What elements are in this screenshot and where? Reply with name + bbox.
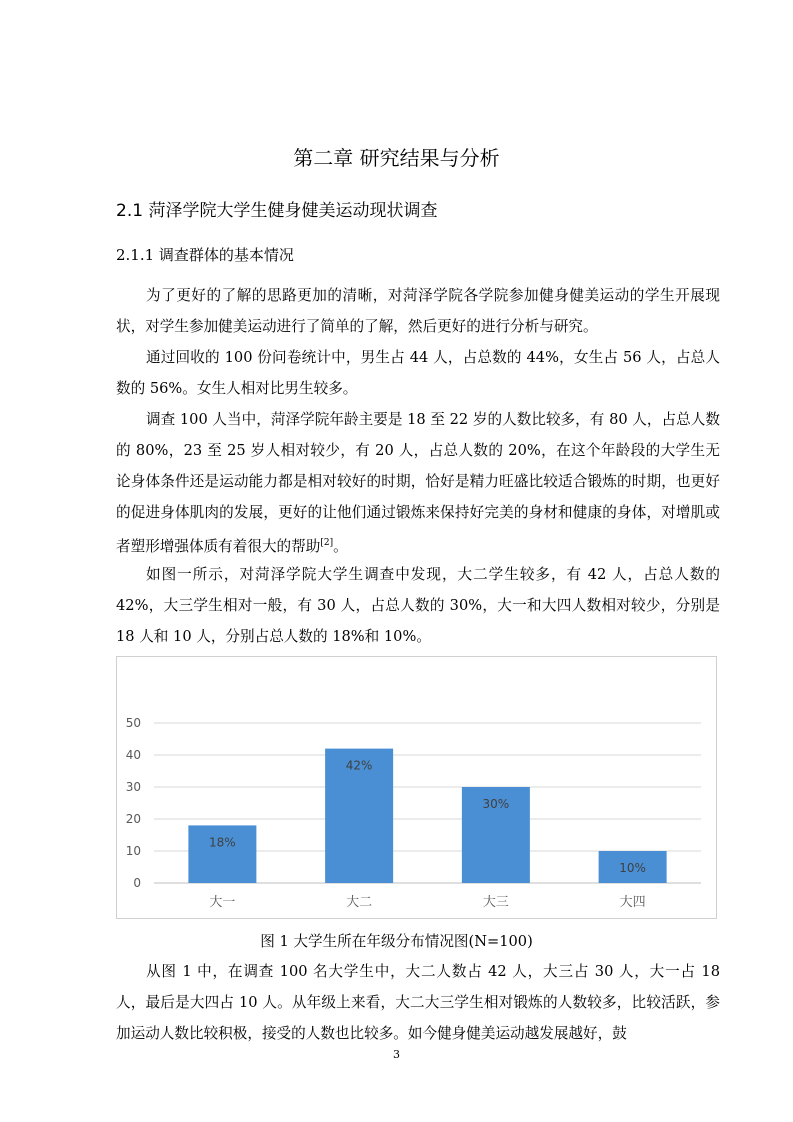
paragraph-3-text: 调查 100 人当中，菏泽学院年龄主要是 18 至 22 岁的人数比较多，有 80 人，占总人数的 80%，23 至 25 岁人相对较少，有 20 人，占总人数的 20%，在这个年龄段的大学生无论身体条件还是运动能力都是相对较好的时期，恰好是精力旺盛比较适合锻炼的时期，也更好的促进身体肌肉的发展，更好的让他们通过锻炼来保持好完美的身材和健康的身体，对增肌或者塑形增强体质有着很大的帮助 [116,411,720,555]
section-title: 2.1 菏泽学院大学生健身健美运动现状调查 [116,201,438,221]
y-tick-label: 0 [133,876,141,890]
data-label: 42% [345,758,373,773]
figure-caption: 图 1 大学生所在年级分布情况图(N=100) [260,933,533,950]
data-label: 30% [482,797,510,811]
x-tick-label: 大二 [346,895,373,910]
paragraph-2: 通过回收的 100 份问卷统计中，男生占 44 人，占总数的 44%，女生占 56 人，占总人数的 56%。女生人相对比男生较多。 [116,349,720,397]
paragraph-5: 从图 1 中，在调查 100 名大学生中，大二人数占 42 人，大三占 30 人，大一占 18 人，最后是大四占 10 人。从年级上来看，大二大三学生相对锻炼的人数较多，比较活跃，参加运动人数比较积极，接受的人数也比较多。如今健身健美运动越发展越好，鼓 [116,963,720,1042]
bar-chart-svg [117,657,718,920]
paragraph-4: 如图一所示，对菏泽学院大学生调查中发现，大二学生较多，有 42 人，占总人数的 42%，大三学生相对一般，有 30 人，占总人数的 30%，大一和大四人数相对较少，分别是 18 人和 10 人，分别占总人数的 18%和 10%。 [116,566,720,645]
y-tick-label: 30 [125,780,141,794]
x-tick-label: 大三 [482,895,509,910]
data-label: 10% [619,861,646,875]
chapter-title: 第二章 研究结果与分析 [293,146,500,170]
bar-chart [116,656,717,919]
page-number: 3 [393,1048,400,1061]
y-tick-label: 50 [125,716,141,730]
y-tick-label: 20 [125,812,141,826]
y-tick-label: 10 [125,844,141,858]
citation-ref: [2] [320,538,334,548]
x-tick-label: 大一 [209,895,236,910]
paragraph-3 [116,404,720,562]
x-tick-label: 大四 [619,895,646,910]
y-tick-label: 40 [125,748,141,762]
paragraph-3-end: 。 [333,537,348,555]
data-label: 18% [209,835,236,850]
bar [188,825,256,883]
paragraph-1: 为了更好的了解的思路更加的清晰，对菏泽学院各学院参加健身健美运动的学生开展现状，对学生参加健美运动进行了简单的了解，然后更好的进行分析与研究。 [116,287,720,335]
subsection-title: 2.1.1 调查群体的基本情况 [116,246,294,264]
